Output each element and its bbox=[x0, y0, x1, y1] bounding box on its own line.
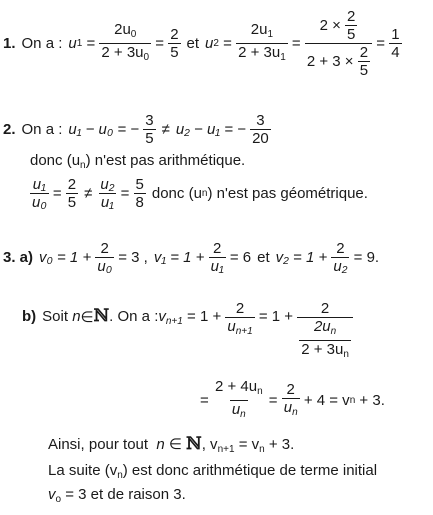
v0-fraction: $\frac{2}{\text{u₀}}$ bbox=[97, 240, 113, 275]
q3b-line1: b) Soit n ∈ ℕ . On a : $v_{n+1}$ = 1 + $\frac{2}{u_{n+1}}$ = 1 + $\frac{2}{\frac{2u_n}{2 + 3u_n}}$ bbox=[22, 300, 353, 363]
ratio1: $\frac{\text{u₁}}{\text{u₀}}$ bbox=[32, 176, 47, 211]
q2-diff2: u₂ − u₁ = − bbox=[175, 121, 246, 138]
ratio2: $\frac{\text{u₂}}{\text{u₁}}$ bbox=[100, 176, 115, 211]
q2-line bbox=[3, 112, 271, 147]
q2-conclusion-arith: donc $(u_n)$ n'est pas arithmétique. bbox=[30, 152, 246, 171]
q2-diff2-value: $\frac{3}{20}$ bbox=[252, 112, 269, 147]
u2-result: $\frac{1}{4}$ bbox=[391, 26, 400, 61]
f2-compound-fraction: $\frac{2}{\frac{2u_n}{2 + 3u_n}}$ bbox=[297, 300, 353, 363]
u1-symbol: u bbox=[68, 35, 77, 52]
v2-fraction: $\frac{2}{\text{u₂}}$ bbox=[333, 240, 348, 275]
u2-symbol: u bbox=[205, 35, 214, 52]
q2-number: 2. bbox=[3, 121, 16, 138]
q2-diff1: u₁ − u₀ = − bbox=[68, 121, 140, 138]
q3-number: 3. a) bbox=[3, 249, 34, 266]
v1-fraction: $\frac{2}{\text{u₁}}$ bbox=[210, 240, 224, 275]
q3a-line: 3. a) v₀ = 1 + $\frac{2}{\text{u₀}}$ = 3 , v₁ = 1 + $\frac{2}{\text{u₁}}$ = 6 et v₂ = 1 + $\frac{2}{\text{u₂}}$ = 9. bbox=[3, 240, 380, 275]
neq-symbol: ≠ bbox=[161, 121, 170, 138]
ratio1-value: $\frac{2}{5}$ bbox=[67, 176, 77, 211]
q1-line: 1. On a : u 1 = $\frac{2u_0}{2 + 3u_0}$ = $\frac{2}{5}$ et u 2 = $\frac{2u_1}{2 + 3u_1}$ = 2 × $\frac{2}{5}$ 2 + 3 × $\frac{2}{5}$ = $\frac{1}{4}$ bbox=[3, 8, 400, 79]
u1-sub: 1 bbox=[76, 38, 83, 49]
final-line-2: $v_o = 3$ et de raison 3. bbox=[48, 486, 186, 505]
u2-fraction: $\frac{2u_1}{2 + 3u_1}$ bbox=[236, 21, 288, 66]
f3-fraction: $\frac{2 + 4u_n}{u_n}$ bbox=[213, 378, 265, 423]
f1-fraction: $\frac{2}{u_{n+1}}$ bbox=[225, 300, 254, 340]
final-line-1: La suite $(v_n)$ est donc arithmétique de terme initial bbox=[48, 462, 378, 481]
u1-result: $\frac{2}{5}$ bbox=[170, 26, 179, 61]
q1-intro: On a : bbox=[21, 35, 63, 52]
q2-intro: On a : bbox=[21, 121, 63, 138]
q3b-line2: = $\frac{2 + 4u_n}{u_n}$ = $\frac{2}{u_n}$ + 4 = v n + 3. bbox=[200, 378, 385, 423]
naturals-symbol: ℕ bbox=[93, 306, 110, 326]
u2-compound-fraction: 2 × $\frac{2}{5}$ 2 + 3 × $\frac{2}{5}$ bbox=[305, 8, 372, 79]
u1-fraction: $\frac{2u_0}{2 + 3u_0}$ bbox=[99, 21, 151, 66]
f4-fraction: $\frac{2}{u_n}$ bbox=[282, 381, 300, 421]
ratio2-value: $\frac{5}{8}$ bbox=[135, 176, 144, 211]
q1-and: et bbox=[186, 35, 200, 52]
q2-geometric-line: $\frac{\text{u₁}}{\text{u₀}}$ = $\frac{2}{5}$ ≠ $\frac{\text{u₂}}{\text{u₁}}$ = $\frac{5}{8}$ donc (u n ) n'est pas géométrique. bbox=[32, 176, 368, 211]
q3b-label: b) bbox=[22, 308, 37, 325]
q2-diff1-value: $\frac{3}{5}$ bbox=[145, 112, 154, 147]
ainsi-line: Ainsi, pour tout n ∈ ℕ, $v_{n+1} = v_n + 3$. bbox=[48, 434, 295, 455]
q1-number: 1. bbox=[3, 35, 16, 52]
